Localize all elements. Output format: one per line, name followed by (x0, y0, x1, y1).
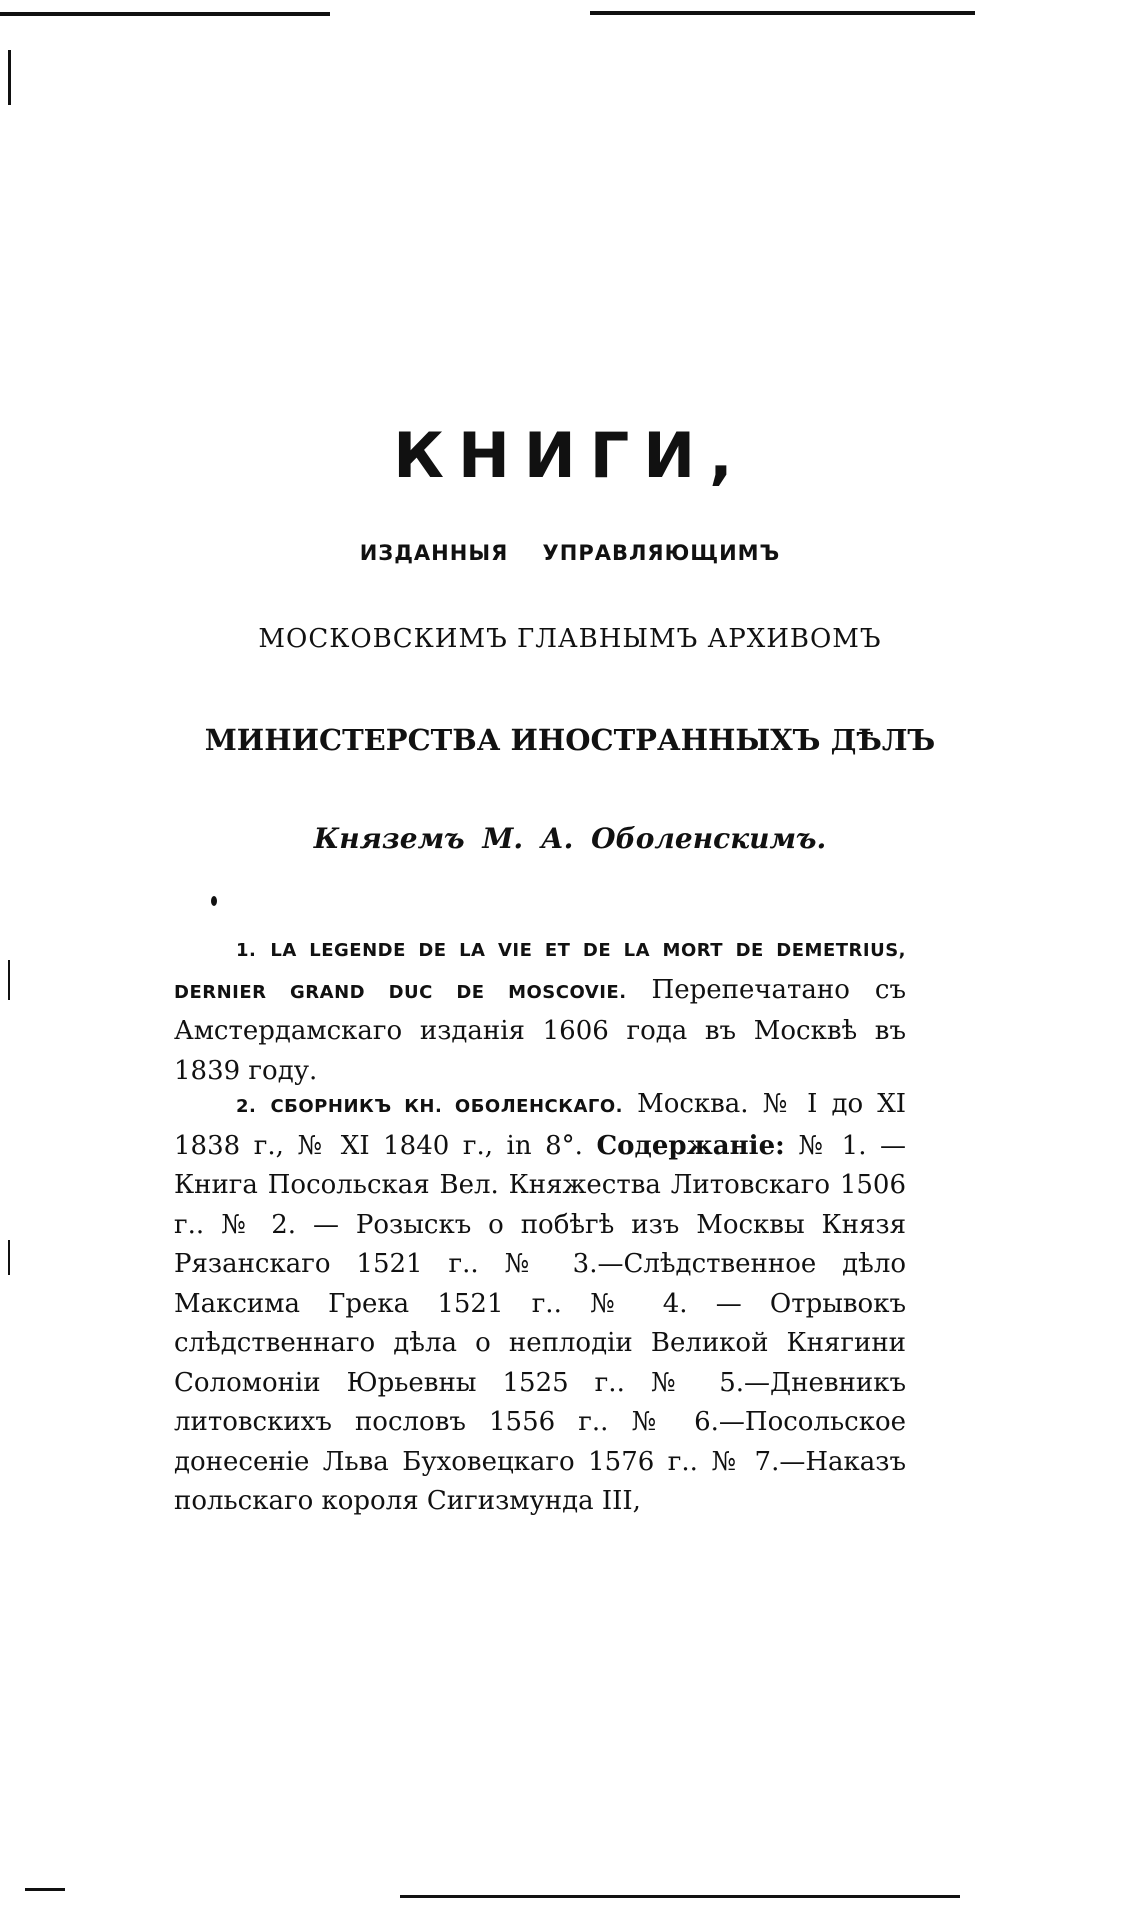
page-title: КНИГИ, (393, 419, 747, 492)
entry-content-label: Содержаніе: (596, 1130, 785, 1161)
entry-text: Перепечатано съ Амстердамскаго изданія 1606 года въ Москвѣ въ 1839 году. (174, 974, 907, 1086)
entry-number: 2. (236, 1096, 257, 1117)
subtitle-line-2: МОСКОВСКИМЪ ГЛАВНЫМЪ АРХИВОМЪ (258, 624, 882, 654)
entry-title: СБОРНИКЪ КН. ОБОЛЕНСКАГО. (270, 1096, 623, 1117)
entry-title: LA LEGENDE DE LA VIE ET DE LA MORT DE DEMETRIUS, DERNIER GRAND DUC DE MOSCOVIE. (174, 940, 906, 1003)
scan-edge-left-low (8, 1240, 10, 1275)
subtitle-line-1: ИЗДАННЫЯ УПРАВЛЯЮЩИМЪ (359, 541, 781, 565)
author-line: Княземъ М. А. Оболенскимъ. (313, 822, 827, 855)
entry-number: 1. (236, 940, 257, 961)
subtitle-line-3: МИНИСТЕРСТВА ИНОСТРАННЫХЪ ДѢЛЪ (204, 723, 936, 757)
scan-edge-top-right (590, 11, 975, 15)
entry-text: Москва. № I до XI 1838 г., № XI 1840 г., in 8°. (174, 1089, 906, 1161)
stray-dot (211, 896, 217, 906)
list-item (174, 1085, 906, 1522)
scan-edge-bottom-left (25, 1888, 65, 1891)
scan-edge-top-left (0, 12, 330, 16)
scan-edge-left-mid (8, 960, 10, 1000)
entry-contents: № 1. — Книга Посольская Вел. Княжества Литовскаго 1506 г.. № 2. — Розыскъ о побѣгѣ изъ Москвы Князя Рязанскаго 1521 г.. № 3.—Слѣдственное дѣло Максима Грека 1521 г.. № 4. — Отрывокъ слѣдственнаго дѣла о неплодіи Великой Княгини Соломоніи Юрьевны 1525 г.. № 5.—Дневникъ литовскихъ пословъ 1556 г.. № 6.—Посольское донесеніе Льва Буховецкаго 1576 г.. № 7.—Наказъ польскаго короля Сигизмунда III, (174, 1130, 907, 1516)
scan-edge-bottom (400, 1895, 960, 1898)
list-item (174, 929, 906, 1091)
scan-edge-left (8, 50, 11, 105)
